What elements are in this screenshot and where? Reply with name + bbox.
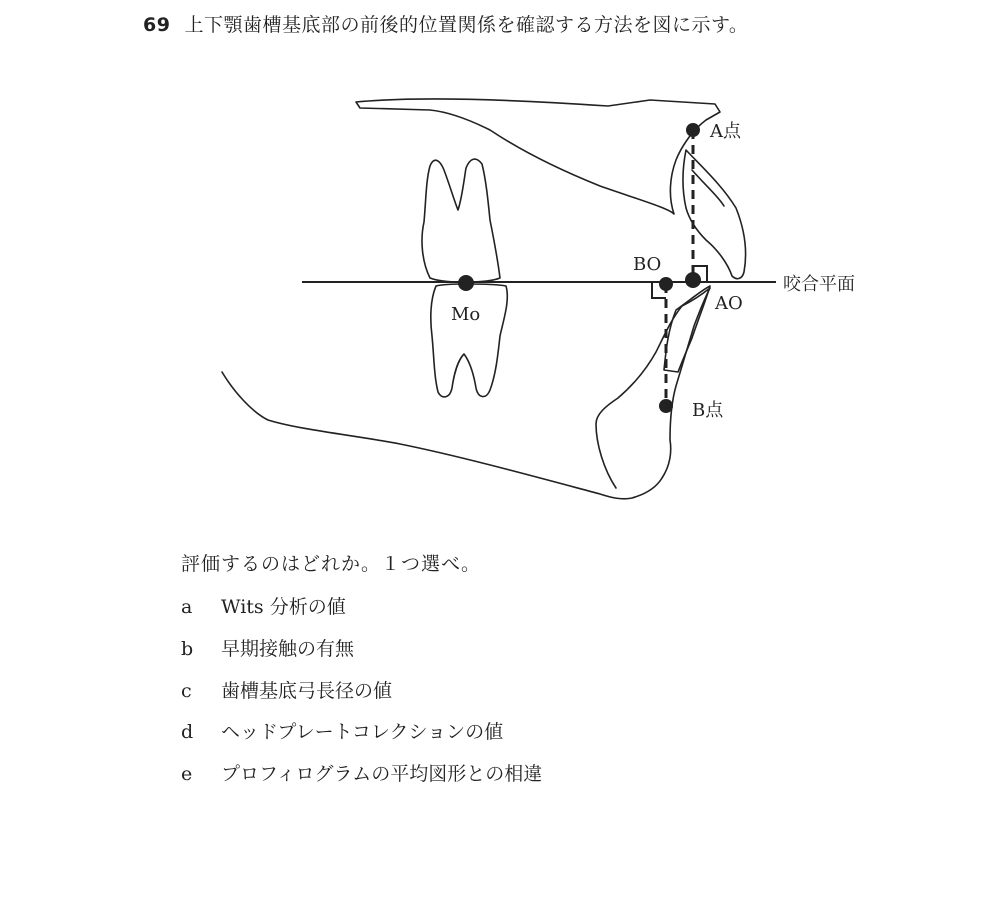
- choice-key: d: [181, 721, 194, 743]
- choice-key: a: [181, 596, 193, 618]
- a-point-label: A点: [710, 121, 741, 142]
- choice-text: ヘッドプレートコレクションの値: [221, 721, 504, 743]
- occlusal-plane-label: 咬合平面: [783, 274, 855, 295]
- choice-text: 歯槽基底弓長径の値: [221, 680, 393, 702]
- choice-a[interactable]: [181, 592, 346, 619]
- mo-point-dot: [458, 275, 474, 291]
- mo-label: Mo: [451, 304, 481, 325]
- lower-incisor-outline: [664, 286, 710, 372]
- choice-d[interactable]: [181, 717, 503, 744]
- question-text: 上下顎歯槽基底部の前後的位置関係を確認する方法を図に示す。: [184, 14, 749, 36]
- bo-point-dot: [659, 277, 673, 291]
- bo-label: BO: [633, 254, 662, 275]
- upper-incisor-root: [692, 170, 724, 206]
- choice-key: c: [181, 680, 192, 702]
- lower-molar-outline: [431, 284, 508, 397]
- ao-point-dot: [685, 272, 701, 288]
- b-point-dot: [659, 399, 673, 413]
- choice-e[interactable]: [181, 759, 542, 786]
- question-stem: 評価するのはどれか。１つ選べ。: [181, 553, 482, 575]
- choice-key: b: [181, 638, 194, 660]
- upper-molar-outline: [422, 159, 500, 282]
- choice-text: 早期接触の有無: [221, 638, 355, 660]
- upper-jaw-outline: [356, 99, 720, 214]
- choice-b[interactable]: [181, 634, 354, 661]
- choice-text: プロフィログラムの平均図形との相違: [221, 763, 543, 785]
- choice-c[interactable]: [181, 676, 392, 703]
- upper-incisor-outline: [683, 150, 746, 279]
- ao-label: AO: [715, 293, 743, 314]
- question-number: 69: [143, 14, 171, 36]
- b-point-label: B点: [692, 400, 724, 421]
- choice-key: e: [181, 763, 193, 785]
- choice-text: Wits 分析の値: [221, 596, 346, 618]
- a-point-dot: [686, 123, 700, 137]
